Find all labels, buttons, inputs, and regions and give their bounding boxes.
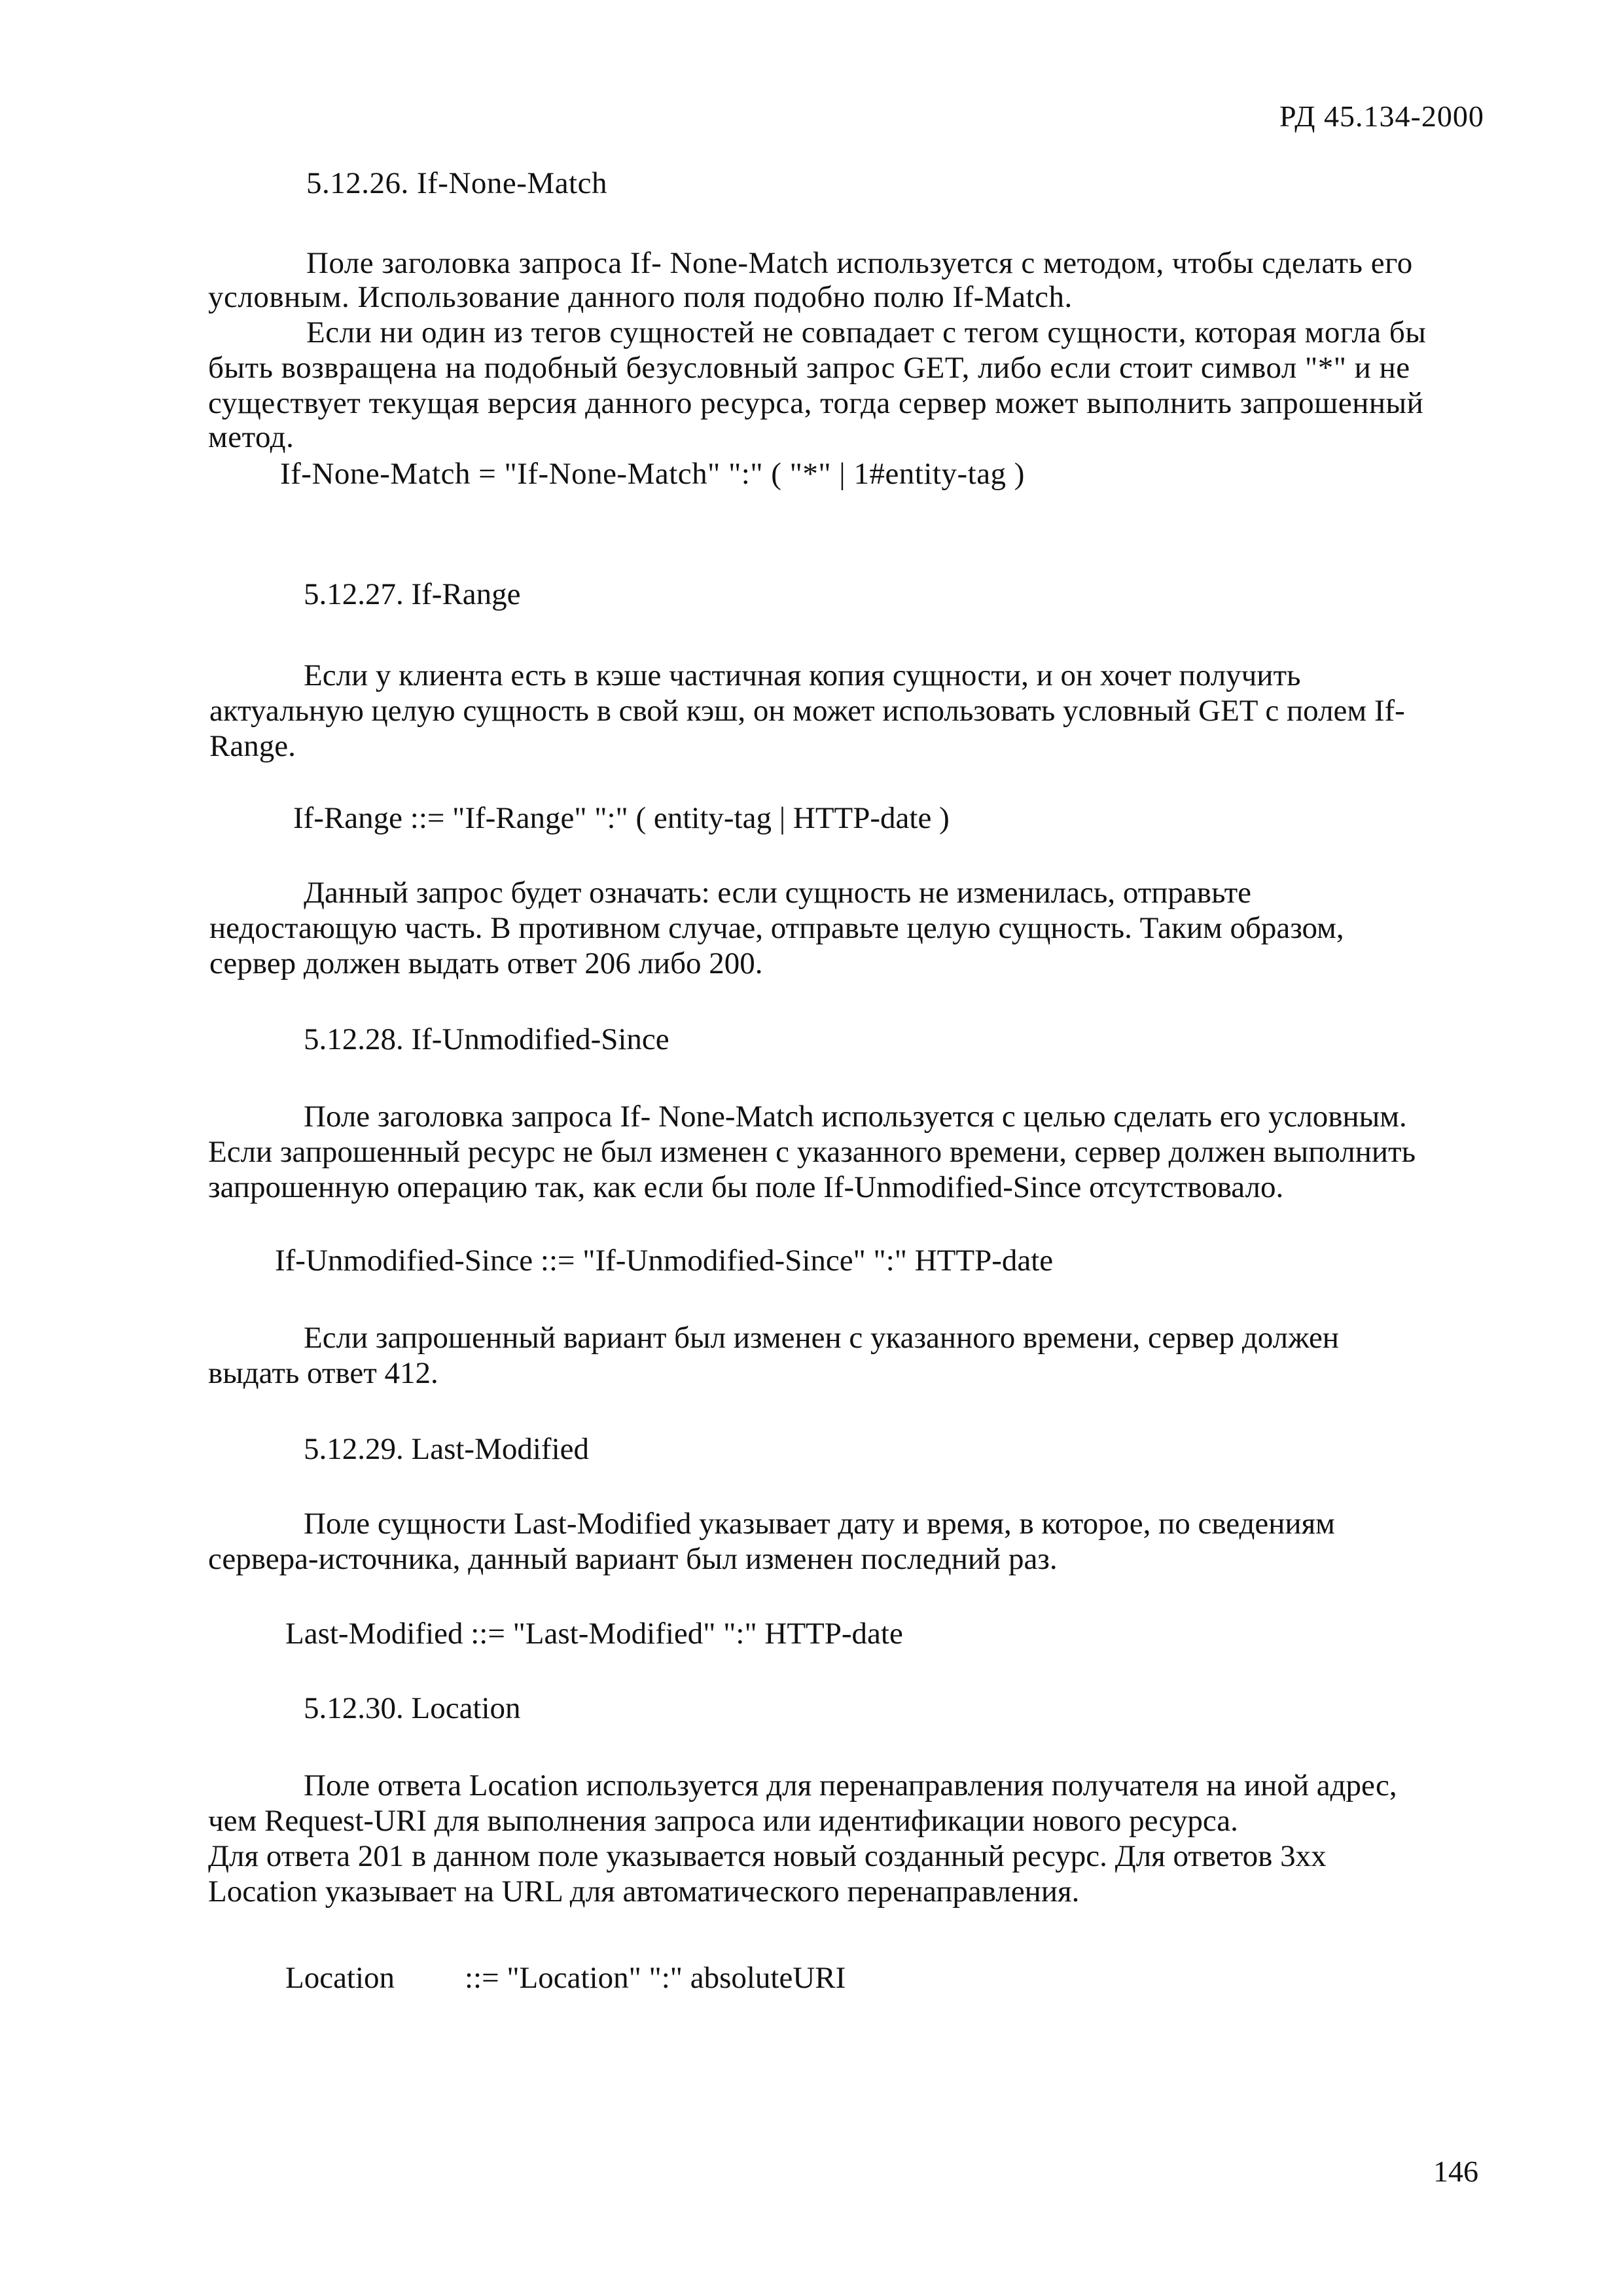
paragraph-line: Location указывает на URL для автоматического перенаправления. — [208, 1874, 1080, 1909]
syntax-rule: If-None-Match = "If-None-Match" ":" ( "*" | 1#entity-tag ) — [280, 457, 1025, 491]
paragraph-line: существует текущая версия данного ресурса, тогда сервер может выполнить запрошенный — [208, 386, 1424, 420]
section-heading: 5.12.29. Last-Modified — [304, 1432, 589, 1466]
syntax-rule: ::= "Location" ":" absoluteURI — [465, 1961, 846, 1995]
paragraph-line: метод. — [208, 420, 294, 454]
section-heading: 5.12.27. If-Range — [304, 577, 521, 611]
section-heading: 5.12.28. If-Unmodified-Since — [304, 1022, 669, 1056]
syntax-rule: If-Range ::= "If-Range" ":" ( entity-tag | HTTP-date ) — [293, 801, 950, 835]
section-heading: 5.12.30. Location — [304, 1691, 521, 1725]
paragraph-line: Если у клиента есть в кэше частичная копия сущности, и он хочет получить — [304, 658, 1301, 692]
paragraph-line: Поле заголовка запроса If- None-Match используется с методом, чтобы сделать его — [306, 246, 1413, 280]
paragraph-line: Для ответа 201 в данном поле указывается новый созданный ресурс. Для ответов 3xx — [208, 1839, 1327, 1873]
syntax-rule: Last-Modified ::= "Last-Modified" ":" HTTP-date — [285, 1617, 903, 1651]
paragraph-line: Поле заголовка запроса If- None-Match используется с целью сделать его условным. — [304, 1100, 1407, 1134]
paragraph-line: актуальную целую сущность в свой кэш, он может использовать условный GET с полем If- — [209, 694, 1405, 728]
section-heading: 5.12.26. If-None-Match — [306, 166, 607, 200]
paragraph-line: Range. — [209, 729, 296, 763]
syntax-rule-name: Location — [285, 1961, 395, 1995]
paragraph-line: чем Request-URI для выполнения запроса или идентификации нового ресурса. — [208, 1804, 1238, 1838]
paragraph-line: Данный запрос будет означать: если сущность не изменилась, отправьте — [304, 876, 1252, 910]
paragraph-line: Если ни один из тегов сущностей не совпадает с тегом сущности, которая могла бы — [306, 315, 1427, 350]
page-number: 146 — [1433, 2155, 1478, 2188]
paragraph-line: сервера-источника, данный вариант был изменен последний раз. — [208, 1542, 1058, 1576]
syntax-rule: If-Unmodified-Since ::= "If-Unmodified-Since" ":" HTTP-date — [275, 1244, 1054, 1278]
paragraph-line: сервер должен выдать ответ 206 либо 200. — [209, 946, 763, 980]
paragraph-line: недостающую часть. В противном случае, отправьте целую сущность. Таким образом, — [209, 911, 1344, 945]
paragraph-line: Поле ответа Location используется для перенаправления получателя на иной адрес, — [304, 1768, 1397, 1803]
paragraph-line: условным. Использование данного поля подобно полю If-Match. — [208, 280, 1073, 314]
paragraph-line: Если запрошенный вариант был изменен с указанного времени, сервер должен — [304, 1321, 1339, 1355]
paragraph-line: выдать ответ 412. — [208, 1356, 438, 1390]
paragraph-line: Поле сущности Last-Modified указывает дату и время, в которое, по сведениям — [304, 1507, 1335, 1541]
document-code: РД 45.134-2000 — [1279, 99, 1484, 133]
paragraph-line: запрошенную операцию так, как если бы поле If-Unmodified-Since отсутствовало. — [208, 1170, 1284, 1204]
paragraph-line: Если запрошенный ресурс не был изменен с указанного времени, сервер должен выполнить — [208, 1135, 1416, 1169]
paragraph-line: быть возвращена на подобный безусловный запрос GET, либо если стоит символ "*" и не — [208, 351, 1410, 385]
